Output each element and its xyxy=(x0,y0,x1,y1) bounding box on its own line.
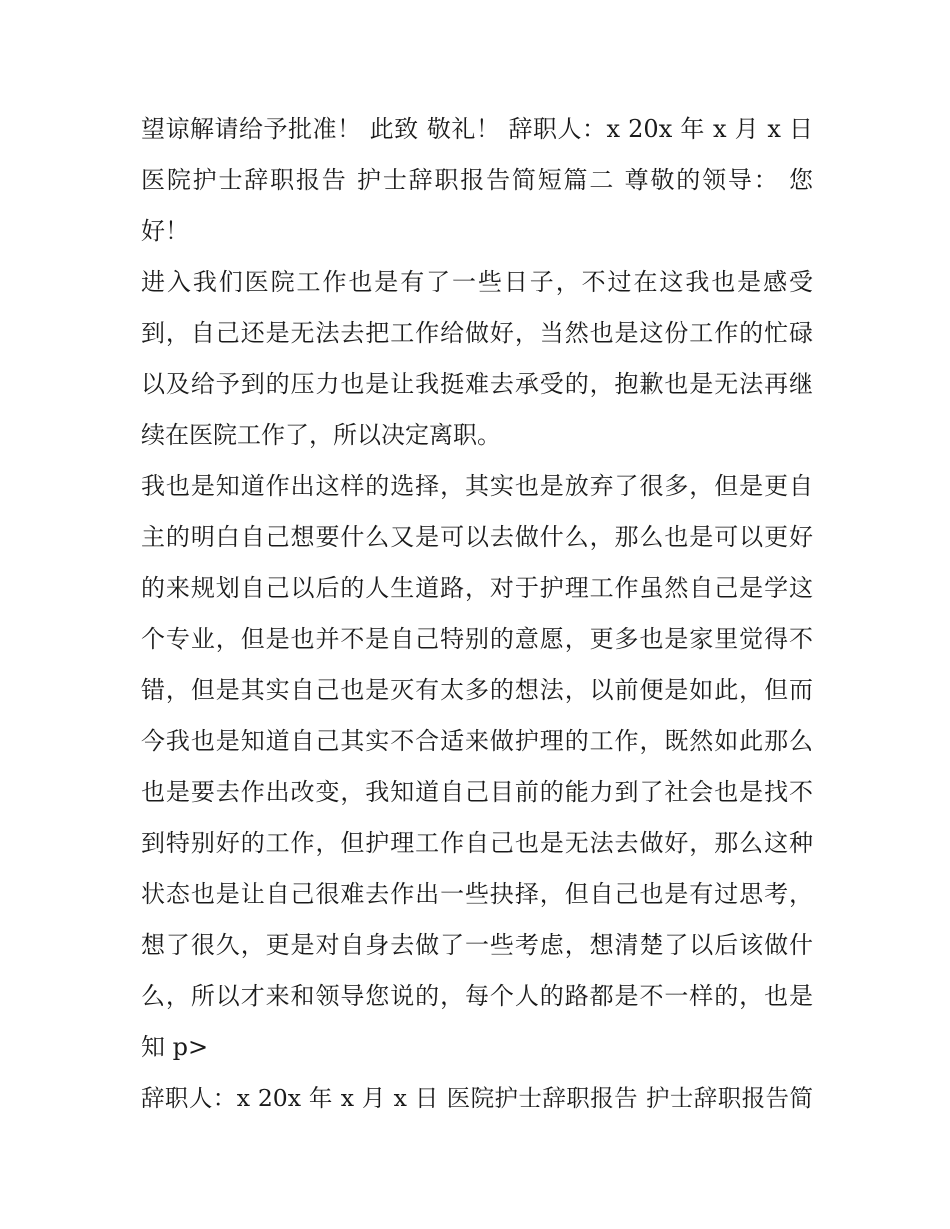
text-line: 辞职人：x 20x 年 x 月 x 日 医院护士辞职报告 护士辞职报告简 xyxy=(141,1084,813,1112)
document-body xyxy=(141,104,813,1124)
text-line: 以及给予到的压力也是让我挺难去承受的，抱歉也是无法再继 xyxy=(141,370,813,398)
text-line: 的来规划自己以后的人生道路，对于护理工作虽然自己是学这 xyxy=(141,574,813,602)
text-line: 错，但是其实自己也是灭有太多的想法，以前便是如此，但而 xyxy=(141,676,813,704)
text-line: 今我也是知道自己其实不合适来做护理的工作，既然如此那么 xyxy=(141,727,813,755)
text-line: 主的明白自己想要什么又是可以去做什么，那么也是可以更好 xyxy=(141,523,813,551)
text-line: 我也是知道作出这样的选择，其实也是放弃了很多，但是更自 xyxy=(141,472,813,500)
text-line: 好！ xyxy=(141,217,189,245)
text-line: 续在医院工作了，所以决定离职。 xyxy=(141,421,501,449)
text-line: 也是要去作出改变，我知道自己目前的能力到了社会也是找不 xyxy=(141,778,813,806)
text-line: 到特别好的工作，但护理工作自己也是无法去做好，那么这种 xyxy=(141,829,813,857)
text-line: 望谅解请给予批准！ 此致 敬礼！ 辞职人：x 20x 年 x 月 x 日 xyxy=(141,115,813,143)
text-line: 想了很久，更是对自身去做了一些考虑，想清楚了以后该做什 xyxy=(141,931,813,959)
text-line: 个专业，但是也并不是自己特别的意愿，更多也是家里觉得不 xyxy=(141,625,813,653)
text-line: 医院护士辞职报告 护士辞职报告简短篇二 尊敬的领导： 您 xyxy=(141,166,813,194)
text-line: 么，所以才来和领导您说的，每个人的路都是不一样的，也是 xyxy=(141,982,813,1010)
text-line: 到，自己还是无法去把工作给做好，当然也是这份工作的忙碌 xyxy=(141,319,813,347)
text-line: 进入我们医院工作也是有了一些日子，不过在这我也是感受 xyxy=(141,268,813,296)
text-line: 状态也是让自己很难去作出一些抉择，但自己也是有过思考， xyxy=(141,880,813,908)
text-line: 知 p> xyxy=(141,1033,209,1061)
